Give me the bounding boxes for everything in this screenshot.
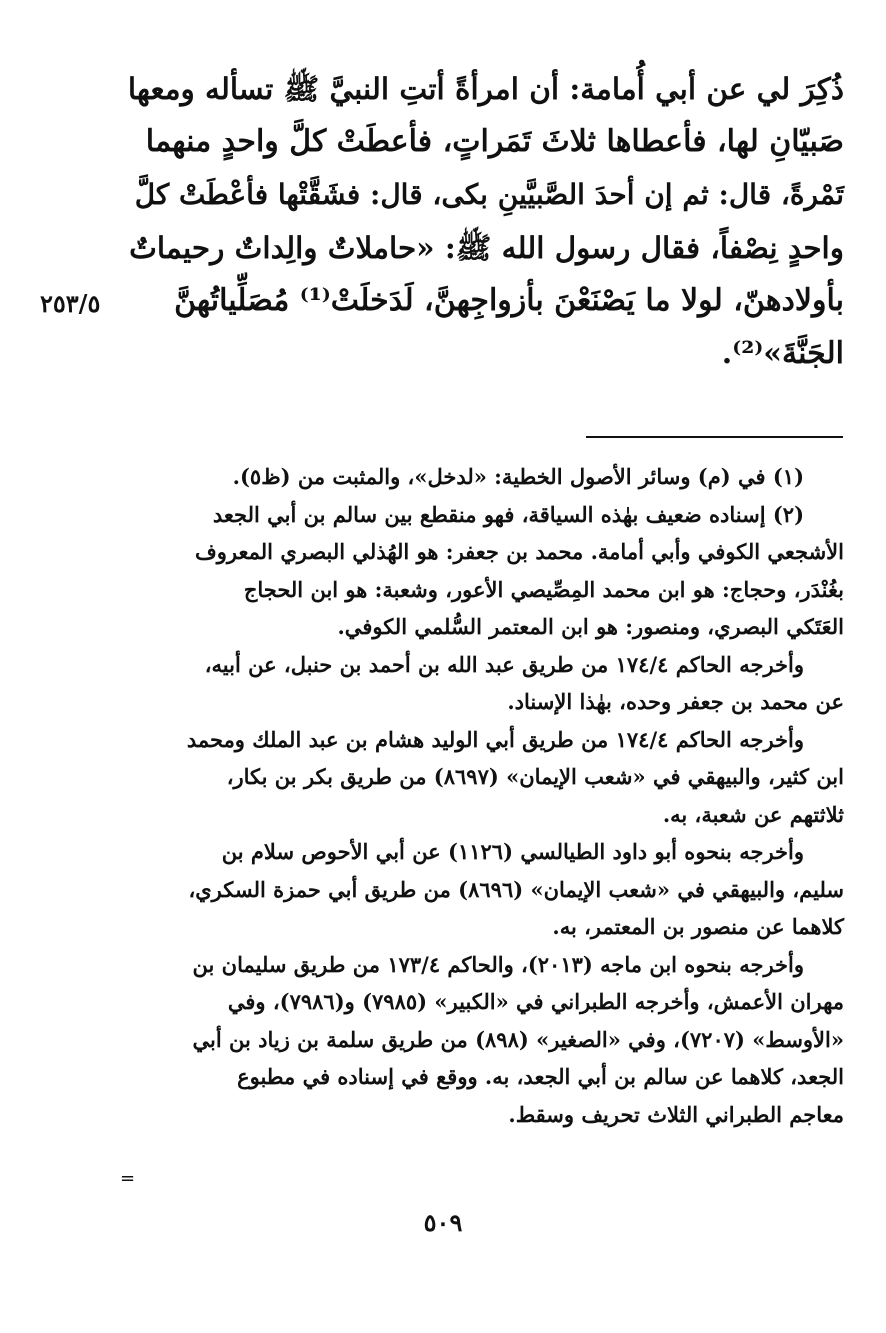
footnote-line: الأشجعي الكوفي وأبي أمامة. محمد بن جعفر: هو الهُذلي البصري المعروف bbox=[195, 539, 844, 564]
footnote-line: ابن كثير، والبيهقي في «شعب الإيمان» (٨٦٩٧) من طريق بكر بن بكار، bbox=[226, 764, 844, 789]
footnote-line: (١) في (م) وسائر الأصول الخطية: «لدخل»، والمثبت من (ظ٥). bbox=[232, 464, 804, 489]
footnote-line: «الأوسط» (٧٢٠٧)، وفي «الصغير» (٨٩٨) من طريق سلمة بن زياد بن أبي bbox=[192, 1026, 844, 1052]
hadith-line: الجَنَّةَ»⁽²⁾. bbox=[721, 336, 844, 371]
footnote-line: مهران الأعمش، وأخرجه الطبراني في «الكبير» (٧٩٨٥) و(٧٩٨٦)، وفي bbox=[227, 989, 844, 1014]
footnote-divider bbox=[586, 436, 843, 438]
footnote-line: ثلاثتهم عن شعبة، به. bbox=[662, 801, 844, 827]
margin-reference: ٢٥٣/٥ bbox=[40, 289, 101, 318]
footnote-line: كلاهما عن منصور بن المعتمر، به. bbox=[552, 914, 844, 939]
footnote-line: وأخرجه بنحوه أبو داود الطيالسي (١١٢٦) عن أبي الأحوص سلام بن bbox=[221, 839, 804, 864]
footnote-line: وأخرجه الحاكم ١٧٤/٤ من طريق أبي الوليد هشام بن عبد الملك ومحمد bbox=[186, 726, 804, 752]
hadith-line: صَبيّانِ لها، فأعطاها ثلاثَ تَمَراتٍ، فأعطَتْ كلَّ واحدٍ منهما bbox=[145, 124, 844, 159]
footnote-line: وأخرجه الحاكم ١٧٤/٤ من طريق عبد الله بن أحمد بن حنبل، عن أبيه، bbox=[204, 651, 804, 677]
footnote-line: (٢) إسناده ضعيف بهٰذه السياقة، فهو منقطع بين سالم بن أبي الجعد bbox=[212, 501, 804, 527]
footnotes bbox=[128, 458, 844, 1133]
footnote-line: العَتَكي البصري، ومنصور: هو ابن المعتمر السُّلمي الكوفي. bbox=[337, 614, 844, 639]
footnote-line: عن محمد بن جعفر وحده، بهٰذا الإسناد. bbox=[507, 689, 844, 714]
hadith-line: بأولادهنّ، لولا ما يَصْنَعْنَ بأزواجِهنَّ، لَدَخلَتْ⁽¹⁾ مُصَلِّياتُهنَّ bbox=[174, 283, 844, 318]
hadith-line: واحدٍ نِصْفاً، فقال رسول الله ﷺ: «حاملاتٌ والِداتٌ رحيماتٌ bbox=[129, 230, 844, 265]
footnote-line: معاجم الطبراني الثلاث تحريف وسقط. bbox=[508, 1101, 844, 1127]
page-number: ٥٠٩ bbox=[423, 1208, 463, 1237]
hadith-text bbox=[128, 62, 844, 380]
footnote-line: وأخرجه بنحوه ابن ماجه (٢٠١٣)، والحاكم ١٧٣/٤ من طريق سليمان بن bbox=[192, 951, 804, 977]
footnote-line: بغُنْدَر، وحجاج: هو ابن محمد المِصِّيصي الأعور، وشعبة: هو ابن الحجاج bbox=[243, 576, 844, 602]
footnote-line: الجعد، كلاهما عن سالم بن أبي الجعد، به. ووقع في إسناده في مطبوع bbox=[237, 1064, 844, 1089]
continuation-mark: = bbox=[120, 1168, 136, 1189]
footnote-line: سليم، والبيهقي في «شعب الإيمان» (٨٦٩٦) من طريق أبي حمزة السكري، bbox=[188, 876, 844, 902]
hadith-line: ذُكِرَ لي عن أبي أُمامة: أن امرأةً أتتِ النبيَّ ﷺ تسأله ومعها bbox=[127, 71, 844, 106]
hadith-line: تَمْرةً، قال: ثم إن أحدَ الصَّبيَّينِ بكى، قال: فشَقَّتْها فأعْطَتْ كلَّ bbox=[134, 178, 844, 211]
